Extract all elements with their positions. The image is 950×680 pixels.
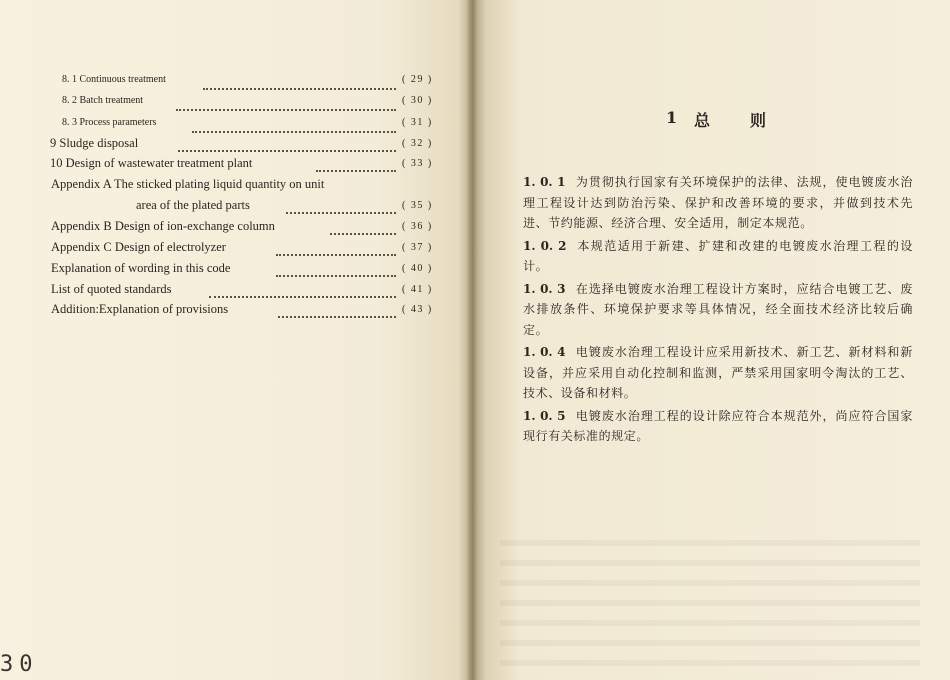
toc-entry [0, 74, 472, 94]
chapter-number: 1 [666, 108, 678, 127]
toc-entry [0, 177, 472, 197]
toc-entry [0, 302, 472, 322]
toc-entry [0, 95, 472, 115]
toc-entry [0, 219, 472, 239]
toc-entry-page: ( 31 ) [402, 117, 433, 128]
chapter-articles [523, 172, 913, 449]
article [523, 279, 913, 341]
toc-entry-page: ( 29 ) [402, 74, 433, 85]
toc-entry-label: 9 Sludge disposal [50, 136, 139, 150]
toc-entry-page: ( 30 ) [402, 95, 433, 106]
page-number: 30 [0, 652, 39, 677]
toc-entry-label: 8. 3 Process parameters [62, 117, 157, 128]
toc-entry-page: ( 37 ) [402, 242, 433, 253]
toc-leader-dots [316, 158, 396, 172]
toc-entry [0, 240, 472, 260]
toc-leader-dots [276, 242, 396, 256]
article-text: 本规范适用于新建、扩建和改建的电镀废水治理工程的设计。 [523, 238, 913, 273]
article [523, 342, 913, 404]
article-number: 1. 0. 1 [523, 175, 566, 189]
toc-leader-dots [276, 263, 396, 277]
article-number: 1. 0. 5 [523, 408, 566, 423]
toc-leader-dots [192, 119, 396, 133]
toc-leader-dots [178, 138, 396, 152]
article [523, 406, 913, 447]
toc-entry-label: Appendix A The sticked plating liquid quantity on unit [51, 177, 325, 191]
article-text: 电镀废水治理工程的设计除应符合本规范外，尚应符合国家现行有关标准的规定。 [523, 408, 913, 443]
toc-entry-label: area of the plated parts [136, 198, 250, 212]
toc-entry-label: List of quoted standards [51, 282, 172, 296]
show-through-text [500, 540, 920, 670]
article-number: 1. 0. 4 [523, 345, 566, 359]
chapter-title-char-2: 则 [750, 111, 767, 130]
toc-entry-page: ( 43 ) [402, 304, 433, 315]
article-text: 在选择电镀废水治理工程设计方案时，应结合电镀工艺、废水排放条件、环境保护要求等具体情况，经全面技术经济比较后确定。 [523, 281, 913, 337]
toc-leader-dots [286, 200, 396, 214]
toc-entry-page: ( 32 ) [402, 138, 433, 149]
toc-entry-page: ( 40 ) [402, 263, 433, 274]
toc-entry-label: Addition:Explanation of provisions [51, 302, 229, 316]
toc-entry [0, 136, 472, 156]
article-number: 1. 0. 3 [523, 281, 566, 296]
toc-leader-dots [278, 304, 396, 318]
article-text: 电镀废水治理工程设计应采用新技术、新工艺、新材料和新设备，并应采用自动化控制和监测，严禁采用国家明令淘汰的工艺、技术、设备和材料。 [523, 345, 913, 400]
toc-leader-dots [176, 97, 396, 111]
toc-entry-label: 10 Design of wastewater treatment plant [50, 156, 253, 170]
toc-entry-page: ( 41 ) [402, 284, 433, 295]
toc-leader-dots [330, 221, 396, 235]
toc-entry [0, 282, 472, 302]
toc-entry-label: Appendix B Design of ion-exchange column [51, 219, 275, 233]
toc-entry-page: ( 33 ) [402, 158, 433, 169]
toc-entry-label: Explanation of wording in this code [51, 261, 231, 275]
toc-entry-label: 8. 1 Continuous treatment [62, 74, 166, 85]
article [523, 236, 913, 277]
toc-leader-dots [203, 76, 396, 90]
article-text: 为贯彻执行国家有关环境保护的法律、法规，使电镀废水治理工程设计达到防治污染、保护和改善环境的要求，并做到技术先进、节约能源、经济合理、安全适用，制定本规范。 [523, 175, 913, 230]
toc-entry-label: 8. 2 Batch treatment [62, 95, 144, 106]
toc-entry [0, 261, 472, 281]
article [523, 172, 913, 234]
chapter-title-char-1: 总 [694, 111, 711, 130]
toc-entry-page: ( 35 ) [402, 200, 433, 211]
article-number: 1. 0. 2 [523, 238, 567, 253]
toc-entry-page: ( 36 ) [402, 221, 433, 232]
toc-leader-dots [209, 284, 396, 298]
toc-entry [0, 198, 472, 218]
toc-entry [0, 156, 472, 176]
toc-entry-label: Appendix C Design of electrolyzer [51, 240, 226, 254]
toc-entry [0, 117, 472, 137]
